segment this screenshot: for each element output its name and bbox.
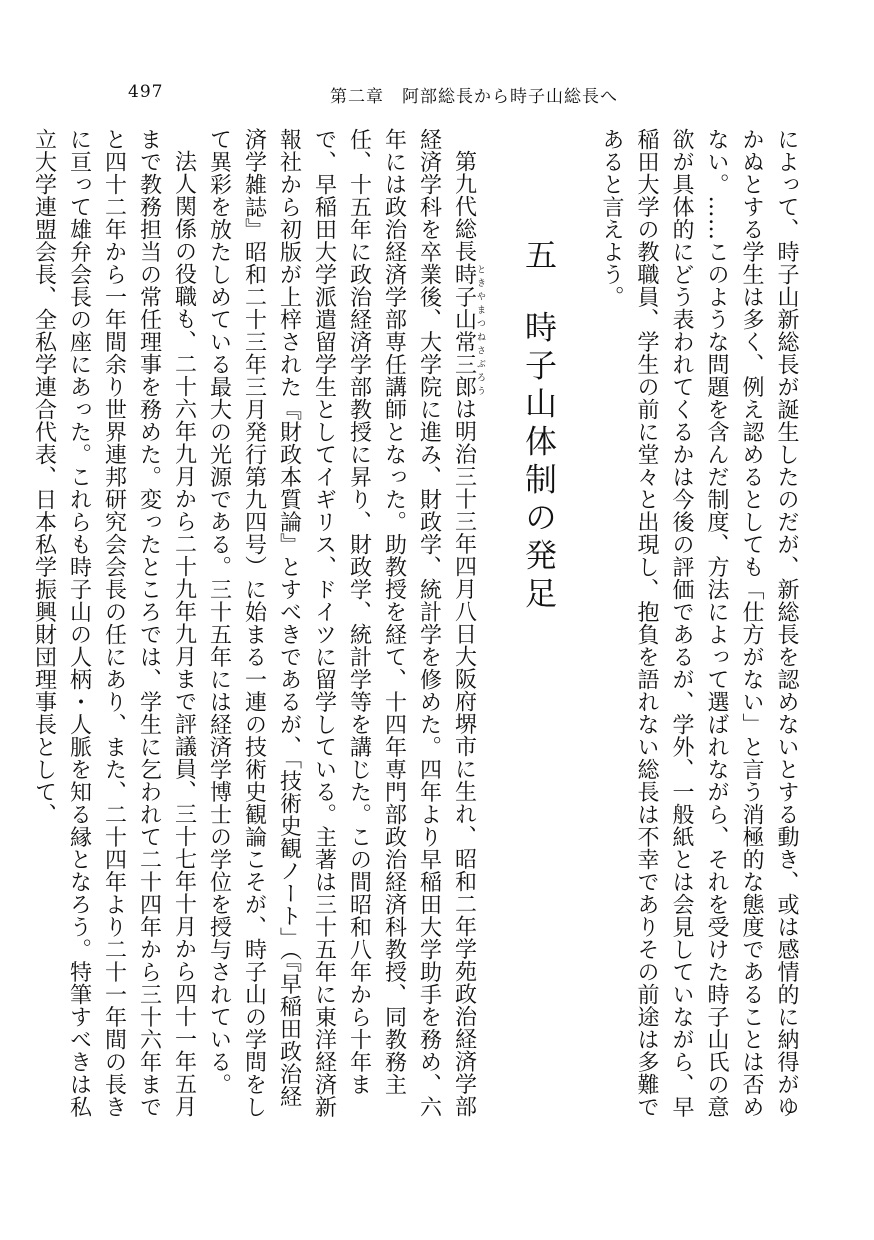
section-heading xyxy=(521,128,556,1128)
section-number: 五 xyxy=(520,238,558,276)
section-title: 時子山体制の発足 xyxy=(520,310,558,615)
intro-paragraph: によって、時子山新総長が誕生したのだが、新総長を認めないとする動き、或は感情的に納得がゆかぬとする学生は多く、例え認めるとしても「仕方がない」と言う消極的な態度であることは否めない。……このような問題を含んだ制度、方法によって選ばれながら、それを受けた時子山氏の意欲が具体的にどう表われてくるかは今後の評価であるが、学外、一般紙とは会見していながら、早稲田大学の教職員、学生の前に堂々と出現し、抱負を語れない総長は不幸でありその前途は多難であると言えよう。 xyxy=(599,128,799,1118)
body-text xyxy=(31,128,804,1128)
page-number: 497 xyxy=(128,82,164,102)
bio-paragraph: 第九代総長時子山常三郎ときやまつねさぶろうは明治三十三年四月八日大阪府堺市に生れ、昭和二年学苑政治経済学部経済学科を卒業後、大学院に進み、財政学、統計学を修めた。四年より早稲田大学助手を務め、六年には政治経済学部専任講師となった。助教授を経て、十四年専門部政治経済科教授、同教務主任、十五年に政治経済学部教授に昇り、財政学、統計学等を講じた。この間昭和八年から十年まで、早稲田大学派遣留学生としてイギリス、ドイツに留学している。主著は三十五年に東洋経済新報社から初版が上梓された『財政本質論』とすべきであるが、「技術史観ノート」（『早稲田政治経済学雑誌』昭和二十三年三月発行第九四号）に始まる一連の技術史観論こそが、時子山の学問をして異彩を放たしめている最大の光源である。三十五年には経済学博士の学位を授与されている。 xyxy=(206,128,485,1118)
running-title: 第二章 阿部総長から時子山総長へ xyxy=(330,87,618,107)
roles-paragraph: 法人関係の役職も、二十六年九月から二十九年九月まで評議員、三十七年十月から四十一年五月まで教務担当の常任理事を務めた。変ったところでは、学生に乞われて二十四年から三十六年までと四十二年から一年間余り世界連邦研究会会長の任にあり、また、二十四年より二十一年間の長きに亘って雄弁会長の座にあった。これらも時子山の人柄・人脈を知る縁となろう。特筆すべきは私立大学連盟会長、全私学連合代表、日本私学振興財団理事長として、 xyxy=(31,128,197,1118)
name-ruby: 時子山常三郎ときやまつねさぶろう xyxy=(451,262,485,398)
page-header xyxy=(0,82,874,112)
